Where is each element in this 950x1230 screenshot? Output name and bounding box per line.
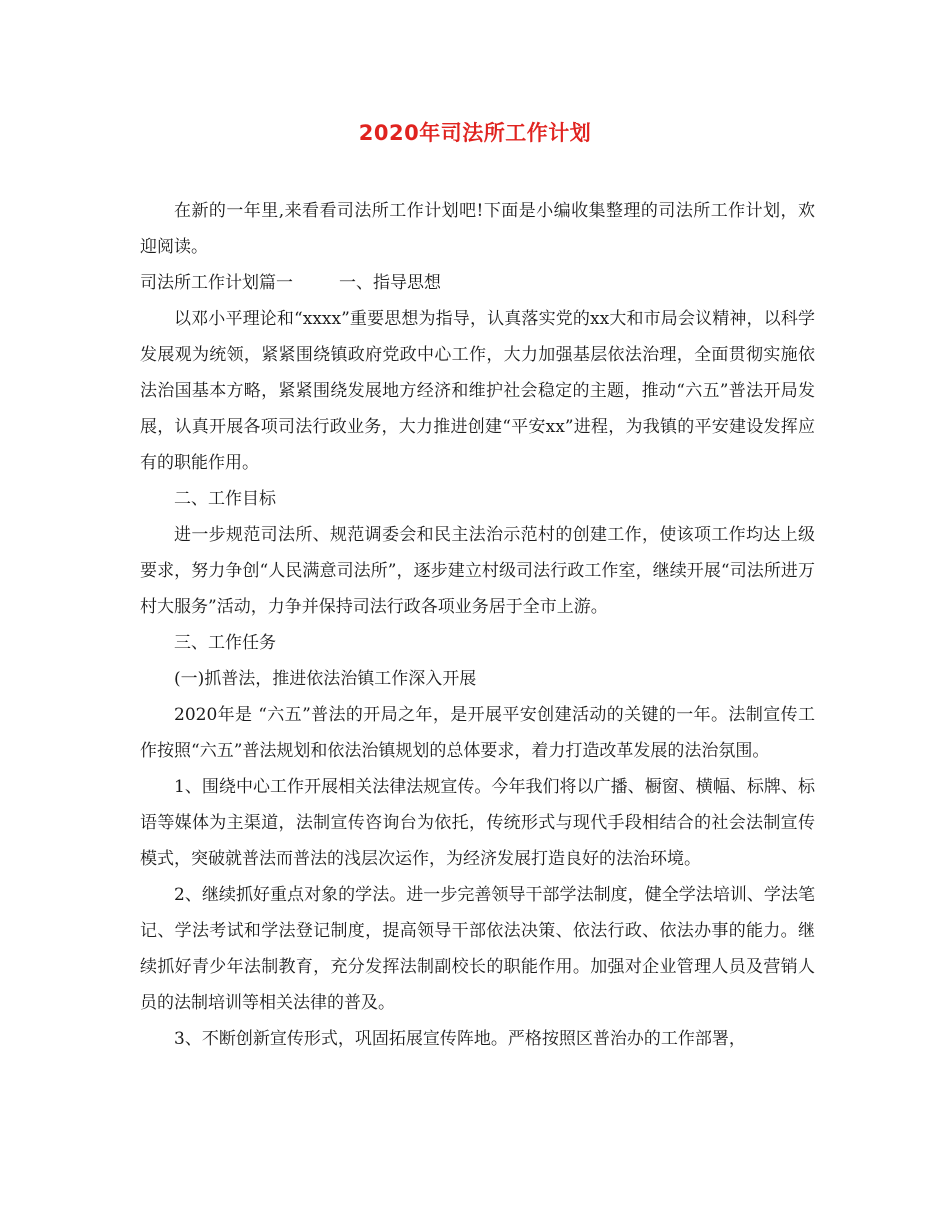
section-label: 司法所工作计划篇一 [140, 273, 293, 293]
paragraph-legal-education: 2020年是 “六五”普法的开局之年，是开展平安创建活动的关键的一年。法制宣传工作按照“六五”普法规划和依法治镇规划的总体要求，着力打造改革发展的法治氛围。 [140, 705, 815, 761]
document-title: 2020年司法所工作计划 [358, 121, 592, 145]
list-item-3: 3、不断创新宣传形式，巩固拓展宣传阵地。严格按照区普治办的工作部署， [174, 1029, 746, 1049]
heading-work-tasks: 三、工作任务 [174, 633, 276, 653]
section-heading-line [140, 265, 815, 301]
intro-paragraph: 在新的一年里,来看看司法所工作计划吧!下面是小编收集整理的司法所工作计划，欢迎阅读。 [140, 201, 815, 257]
heading-work-goals: 二、工作目标 [174, 489, 276, 509]
heading-guiding-thought: 一、指导思想 [339, 273, 441, 293]
list-item-1: 1、围绕中心工作开展相关法律法规宣传。今年我们将以广播、橱窗、横幅、标牌、标语等媒体为主渠道，法制宣传咨询台为依托，传统形式与现代手段相结合的社会法制宣传模式，突破就普法而普法的浅层次运作，为经济发展打造良好的法治环境。 [140, 777, 815, 869]
sub-heading-legal-education: (一)抓普法，推进依法治镇工作深入开展 [174, 669, 477, 689]
paragraph-work-goals: 进一步规范司法所、规范调委会和民主法治示范村的创建工作，使该项工作均达上级要求，努力争创“人民满意司法所”，逐步建立村级司法行政工作室，继续开展“司法所进万村大服务”活动，力争并保持司法行政各项业务居于全市上游。 [140, 525, 815, 617]
paragraph-guiding-thought: 以邓小平理论和“xxxx”重要思想为指导，认真落实党的xx大和市局会议精神，以科学发展观为统领，紧紧围绕镇政府党政中心工作，大力加强基层依法治理，全面贯彻实施依法治国基本方略，紧紧围绕发展地方经济和维护社会稳定的主题，推动“六五”普法开局发展，认真开展各项司法行政业务，大力推进创建“平安xx”进程，为我镇的平安建设发挥应有的职能作用。 [140, 309, 815, 473]
document-body [140, 193, 815, 1057]
list-item-2: 2、继续抓好重点对象的学法。进一步完善领导干部学法制度，健全学法培训、学法笔记、学法考试和学法登记制度，提高领导干部依法决策、依法行政、依法办事的能力。继续抓好青少年法制教育，充分发挥法制副校长的职能作用。加强对企业管理人员及营销人员的法制培训等相关法律的普及。 [140, 885, 815, 1013]
